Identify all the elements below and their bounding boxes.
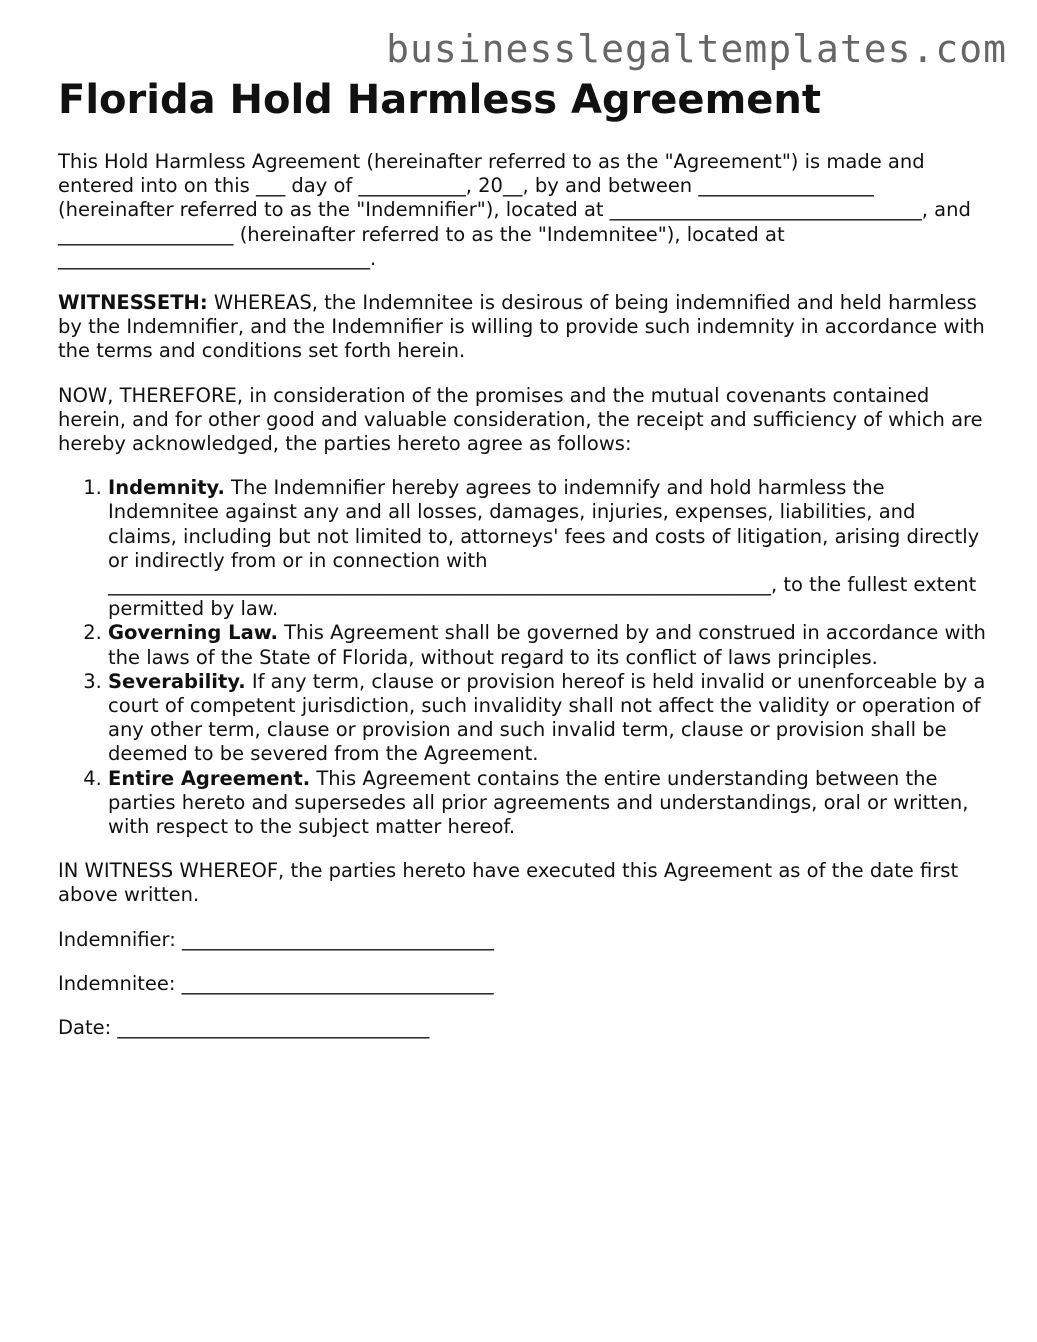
clause-item-governing-law bbox=[108, 621, 988, 669]
clause-text: This Agreement shall be governed by and construed in accordance with the laws of the State of Florida, without regard to its conflict of laws principles. bbox=[108, 621, 986, 669]
intro-paragraph: This Hold Harmless Agreement (hereinafter referred to as the "Agreement") is made and entered into on this ___ day of ___________, 20__, by and between __________________ (hereinafter referred to as the "Indemnifier"), located at ________________________________, and __________________ (hereinafter referred to as the "Indemnitee"), located at ________________________________. bbox=[58, 150, 971, 270]
in-witness-paragraph: IN WITNESS WHEREOF, the parties hereto have executed this Agreement as of the date first above written. bbox=[58, 859, 959, 907]
clause-heading: Indemnity. bbox=[108, 476, 225, 500]
clause-text: The Indemnifier hereby agrees to indemnify and hold harmless the Indemnitee against any and all losses, damages, injuries, expenses, liabilities, and claims, including but not limited to, attorneys' fees and costs of litigation, arising directly or indirectly from or in connection with ____________________________________________________________________, to the fullest extent permitted by law. bbox=[108, 476, 980, 621]
clause-item-severability bbox=[108, 670, 988, 767]
witnesseth-label: WITNESSETH: bbox=[58, 291, 208, 315]
indemnifier-signature-line: Indemnifier: ________________________________ bbox=[58, 927, 494, 951]
clause-heading: Entire Agreement. bbox=[108, 766, 311, 790]
document-title: Florida Hold Harmless Agreement bbox=[58, 77, 821, 123]
clause-list bbox=[58, 476, 988, 839]
witnesseth-paragraph bbox=[58, 291, 988, 364]
clause-heading: Severability. bbox=[108, 669, 246, 693]
date-signature-line: Date: ________________________________ bbox=[58, 1016, 430, 1040]
clause-heading: Governing Law. bbox=[108, 621, 278, 645]
clause-text: This Agreement contains the entire understanding between the parties hereto and supersedes all prior agreements and understandings, oral or written, with respect to the subject matter hereof. bbox=[108, 766, 969, 839]
witnesseth-text: WHEREAS, the Indemnitee is desirous of being indemnified and held harmless by the Indemnifier, and the Indemnifier is willing to provide such indemnity in accordance with the terms and conditions set forth herein. bbox=[58, 291, 985, 363]
clause-text: If any term, clause or provision hereof is held invalid or unenforceable by a court of competent jurisdiction, such invalidity shall not affect the validity or operation of any other term, clause or provision and such invalid term, clause or provision shall be deemed to be severed from the Agreement. bbox=[108, 669, 986, 766]
clause-item-entire-agreement bbox=[108, 767, 988, 840]
indemnitee-signature-line: Indemnitee: ________________________________ bbox=[58, 971, 494, 995]
document-body bbox=[58, 76, 988, 1060]
watermark: businesslegaltemplates.com bbox=[386, 27, 1007, 71]
clause-item-indemnity bbox=[108, 476, 988, 621]
now-therefore-paragraph: NOW, THEREFORE, in consideration of the promises and the mutual covenants contained herein, and for other good and valuable consideration, the receipt and sufficiency of which are hereby acknowledged, the parties hereto agree as follows: bbox=[58, 383, 983, 456]
